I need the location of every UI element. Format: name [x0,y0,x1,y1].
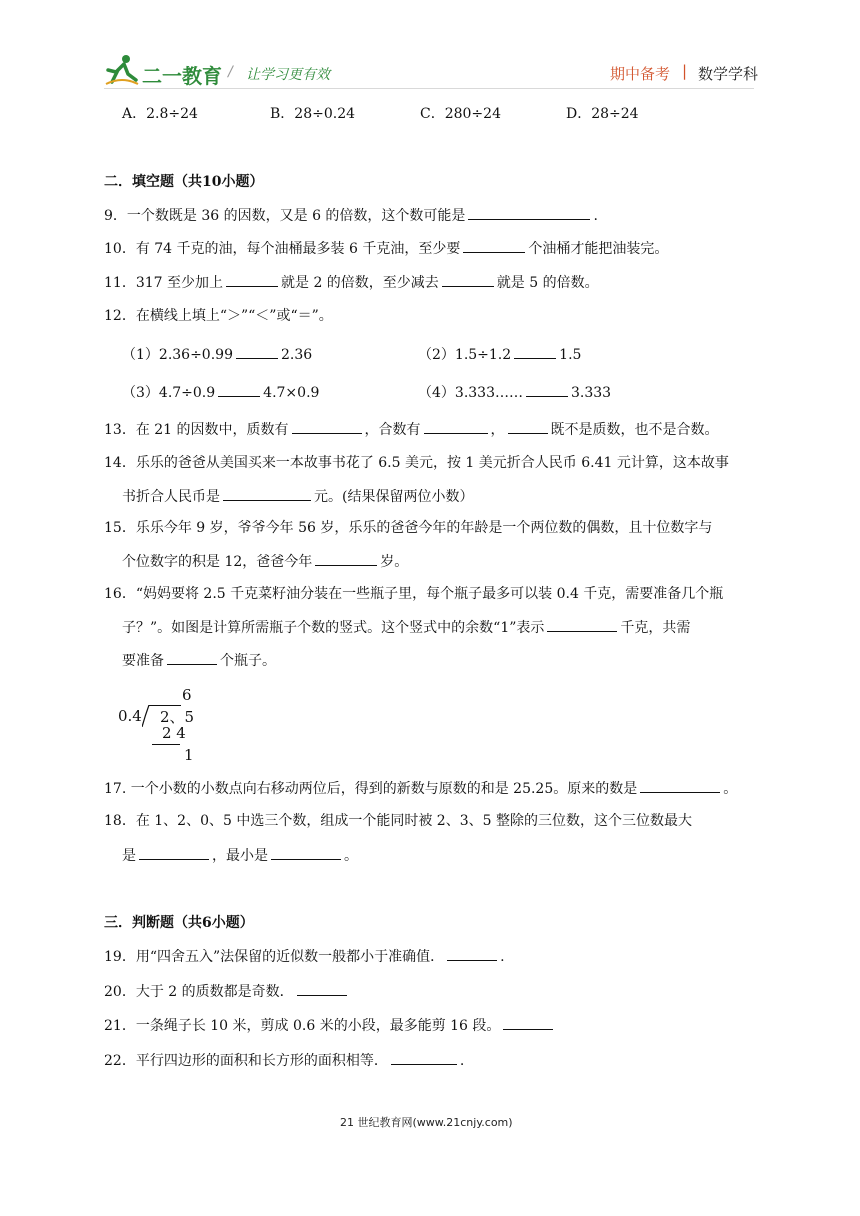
runner-logo-icon [104,54,140,86]
answer-blank[interactable] [315,551,377,566]
question-9: 9．一个数既是 36 的因数，又是 6 的倍数，这个数可能是 . [104,205,598,226]
answer-blank[interactable] [463,238,525,253]
section-judgment-title: 三．判断题（共6小题） [104,915,254,931]
slogan-slash: / [228,64,233,80]
division-remainder: 1 [184,746,194,764]
exam-tag: 期中备考 [610,65,671,83]
division-bracket [142,705,150,727]
choice-b: B．28÷0.24 [270,106,356,122]
question-12-stem: 12．在横线上填上“＞”“＜”或“＝”。 [104,308,333,324]
question-11: 11．317 至少加上 就是 2 的倍数，至少减去 就是 5 的倍数。 [104,272,599,293]
slogan: 让学习更有效 [246,67,330,83]
answer-blank[interactable] [167,650,217,665]
question-15-line-2: 个位数字的积是 12，爸爸今年 岁。 [122,551,408,572]
answer-blank[interactable] [424,419,488,434]
answer-blank[interactable] [468,205,590,220]
page-footer: 21 世纪教育网(www.21cnjy.com) [340,1116,513,1129]
question-12-part-3: （3）4.7÷0.9 4.7×0.9 [122,382,319,403]
header-divider [104,88,754,89]
answer-blank[interactable] [271,845,341,860]
header [104,54,759,88]
question-14-line-1: 14．乐乐的爸爸从美国买来一本故事书花了 6.5 美元，按 1 美元折合人民币 6.41 元计算，这本故事 [104,455,729,471]
question-15-line-1: 15．乐乐今年 9 岁，爷爷今年 56 岁，乐乐的爸爸今年的年龄是一个两位数的偶数，且十位数字与 [104,520,713,536]
choice-c: C．280÷24 [420,106,501,122]
question-13: 13．在 21 的因数中，质数有 ，合数有 ， 既不是质数，也不是合数。 [104,419,719,440]
question-12-part-2: （2）1.5÷1.2 1.5 [418,344,581,365]
answer-blank[interactable] [514,344,556,359]
answer-blank[interactable] [442,272,494,287]
answer-blank[interactable] [547,617,617,632]
answer-blank[interactable] [223,486,311,501]
division-subtract-line [152,744,180,745]
question-12-part-1: （1）2.36÷0.99 2.36 [122,344,312,365]
answer-blank[interactable] [292,419,362,434]
answer-blank[interactable] [139,845,209,860]
choice-d: D．28÷24 [566,106,639,122]
answer-blank[interactable] [526,382,568,397]
header-separator: | [682,62,688,80]
question-19: 19．用“四舍五入”法保留的近似数一般都小于准确值． . [104,946,505,967]
question-14-line-2: 书折合人民币是 元。(结果保留两位小数） [122,486,473,507]
question-12-part-4: （4）3.333…… 3.333 [418,382,611,403]
question-18-line-2: 是 ，最小是 。 [122,845,358,866]
subject-label: 数学学科 [698,65,759,83]
answer-blank[interactable] [503,1015,553,1030]
division-divisor: 0.4 [118,707,142,725]
question-18-line-1: 18．在 1、2、0、5 中选三个数，组成一个能同时被 2、3、5 整除的三位数，这个三位数最大 [104,813,692,829]
division-dividend: 2、5 [160,708,195,726]
question-16-line-3: 要准备 个瓶子。 [122,650,276,671]
answer-blank[interactable] [236,344,278,359]
section-fill-in-title: 二．填空题（共10小题） [104,174,264,190]
answer-blank[interactable] [218,382,260,397]
question-20: 20．大于 2 的质数都是奇数． [104,981,350,1002]
answer-blank[interactable] [447,946,497,961]
answer-blank[interactable] [640,778,720,793]
question-21: 21．一条绳子长 10 米，剪成 0.6 米的小段，最多能剪 16 段。 [104,1015,556,1036]
division-quotient: 6 [182,686,192,704]
question-22: 22．平行四边形的面积和长方形的面积相等． . [104,1050,464,1071]
answer-blank[interactable] [297,981,347,996]
answer-blank[interactable] [508,419,548,434]
question-10: 10．有 74 千克的油，每个油桶最多装 6 千克油，至少要 个油桶才能把油装完。 [104,238,668,259]
logo-text: 二一教育 [142,64,222,88]
question-17: 17. 一个小数的小数点向右移动两位后，得到的新数与原数的和是 25.25。原来的数是 。 [104,778,737,799]
choice-a: A．2.8÷24 [122,106,198,122]
question-16-line-1: 16．“妈妈要将 2.5 千克菜籽油分装在一些瓶子里，每个瓶子最多可以装 0.4 千克，需要准备几个瓶 [104,586,724,602]
question-16-line-2: 子？”。如图是计算所需瓶子个数的竖式。这个竖式中的余数“1”表示 千克，共需 [122,617,690,638]
answer-blank[interactable] [226,272,278,287]
division-product: 2 4 [162,724,186,742]
long-division-figure [118,686,195,766]
answer-blank[interactable] [391,1050,457,1065]
